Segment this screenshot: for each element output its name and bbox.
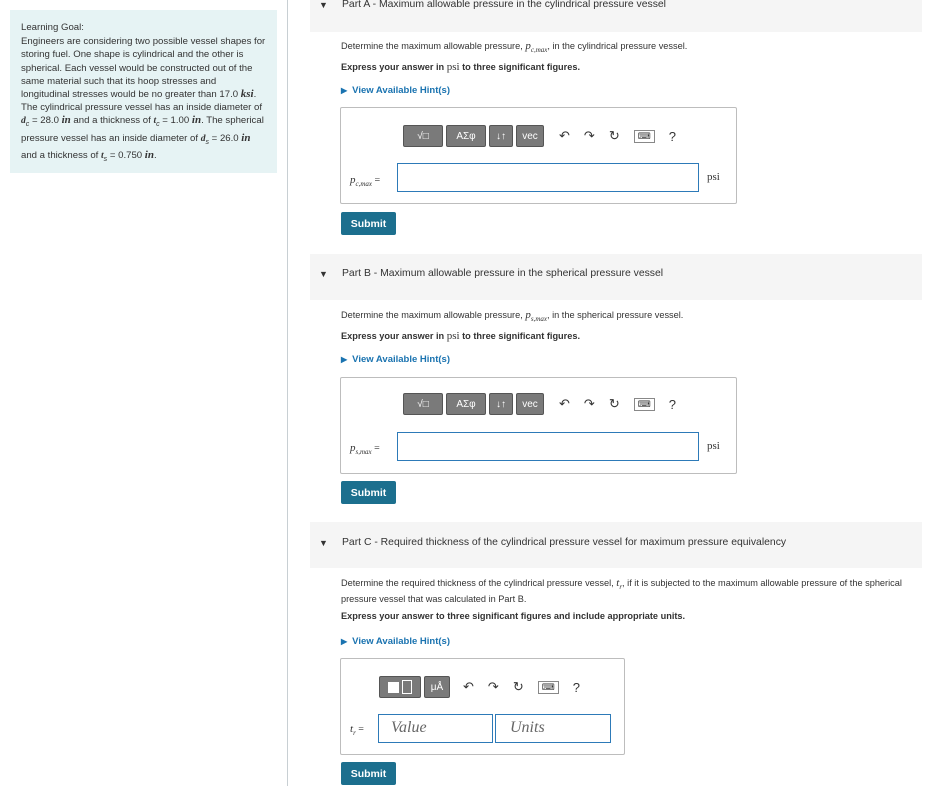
templates-button[interactable]: √□ [403,393,443,415]
part-c-units-input[interactable] [495,714,611,743]
redo-icon[interactable]: ↷ [583,128,595,143]
units-placeholder: Units [510,719,545,736]
part-b-toolbar [403,393,683,415]
part-b-instructions: Express your answer in psi to three significant figures. [341,330,581,342]
templates-button[interactable] [379,676,421,698]
template-fraction-icon [388,682,399,693]
column-divider [287,0,288,786]
part-b-hint-link[interactable]: ▶ View Available Hint(s) [341,354,450,365]
part-a-title: Part A - Maximum allowable pressure in the cylindrical pressure vessel [342,0,666,10]
part-a-unit: psi [707,171,720,183]
part-a-input-label: $p_{c,max}$ = [350,174,381,188]
part-c-header[interactable] [310,522,922,568]
part-b-input-label: $p_{s,max}$ = [350,442,380,456]
learning-goal-panel [10,10,277,173]
part-c-toolbar [379,676,587,698]
expand-triangle-icon[interactable]: ▼ [319,269,328,279]
goal-text: Engineers are considering two possible vessel shapes for storing fuel. One shape is cylindrical and the other is spherical. Each vessel would be constructed out of the same material such that its hoop stresses and longitudinal stresses would be no greater than 17.0 ksi. The cylindrical pressure vessel has an inside diameter of $d_c = 28.0$ in and a thickness of $t_c = 1.00$ in. The spherical pressure vessel has an inside diameter of $d_s = 26.0$ in and a thickness of $t_s = 0.750$ in. [21,36,266,163]
undo-icon[interactable]: ↶ [463,679,474,694]
undo-icon[interactable]: ↶ [559,396,570,411]
greek-button[interactable]: ΑΣφ [446,125,486,147]
arrows-button[interactable]: ↓↑ [489,393,513,415]
vec-button[interactable]: vec [516,125,544,147]
redo-icon[interactable]: ↷ [487,679,499,694]
help-icon[interactable]: ? [572,679,580,695]
greek-button[interactable]: ΑΣφ [446,393,486,415]
part-a-question: Determine the maximum allowable pressure, $p_{c,max}$, in the cylindrical pressure vessel. [341,40,688,54]
value-placeholder: Value [391,719,427,736]
keyboard-icon[interactable]: ⌨ [538,681,559,694]
template-units-icon [402,680,412,694]
undo-icon[interactable]: ↶ [559,128,570,143]
part-c-question: Determine the required thickness of the cylindrical pressure vessel, $t_r$, if it is subjected to the maximum allowable pressure of the spherical pressure vessel that was calculated in Part B. [341,577,902,605]
part-b-title: Part B - Maximum allowable pressure in the spherical pressure vessel [342,268,664,279]
arrows-button[interactable]: ↓↑ [489,125,513,147]
expand-triangle-icon[interactable]: ▼ [319,0,328,10]
part-a-hint-link[interactable]: ▶ View Available Hint(s) [341,85,450,96]
units-button[interactable]: μÅ [424,676,450,698]
part-b-question: Determine the maximum allowable pressure, $p_{s,max}$, in the spherical pressure vessel. [341,309,684,323]
redo-icon[interactable]: ↷ [583,396,595,411]
part-c-value-input[interactable] [378,714,493,743]
help-icon[interactable]: ? [668,396,676,412]
part-a-answer-input[interactable] [397,163,699,192]
part-c-input-label: $t_r$ = [350,723,364,737]
keyboard-icon[interactable]: ⌨ [634,398,655,411]
part-b-header[interactable] [310,254,922,300]
part-c-submit-button[interactable]: Submit [341,762,396,785]
hint-arrow-icon: ▶ [341,637,348,646]
help-icon[interactable]: ? [668,128,676,144]
part-b-answer-box [340,377,737,474]
hint-arrow-icon: ▶ [341,86,348,95]
reset-icon[interactable]: ↻ [608,396,620,411]
part-b-unit: psi [707,440,720,452]
part-c-instructions: Express your answer to three significant figures and include appropriate units. [341,611,686,621]
hint-arrow-icon: ▶ [341,355,348,364]
part-a-answer-box [340,107,737,204]
reset-icon[interactable]: ↻ [608,128,620,143]
reset-icon[interactable]: ↻ [512,679,524,694]
part-a-header[interactable] [310,0,922,32]
expand-triangle-icon[interactable]: ▼ [319,538,328,548]
part-a-toolbar [403,125,683,147]
part-a-instructions: Express your answer in psi to three significant figures. [341,61,581,73]
part-a-submit-button[interactable]: Submit [341,212,396,235]
templates-button[interactable]: √□ [403,125,443,147]
part-b-answer-input[interactable] [397,432,699,461]
part-b-submit-button[interactable]: Submit [341,481,396,504]
part-c-answer-box [340,658,625,755]
keyboard-icon[interactable]: ⌨ [634,130,655,143]
learning-goal-title: Learning Goal: [21,22,84,33]
vec-button[interactable]: vec [516,393,544,415]
part-c-title: Part C - Required thickness of the cylindrical pressure vessel for maximum pressure equivalency [342,537,787,548]
part-c-hint-link[interactable]: ▶ View Available Hint(s) [341,636,450,647]
